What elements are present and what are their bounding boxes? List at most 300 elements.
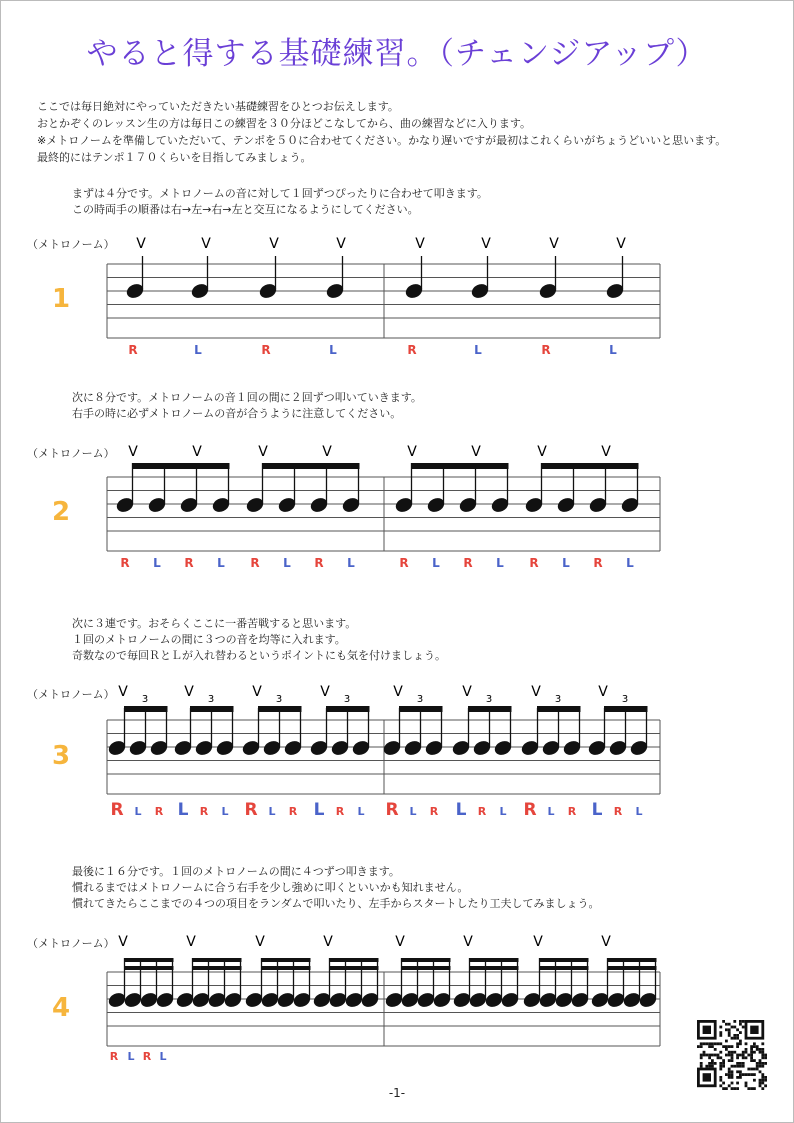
sticking-label: L [268, 805, 276, 818]
qr-module [761, 1048, 764, 1051]
sticking-label: L [177, 800, 189, 820]
qr-module [750, 1048, 753, 1051]
metronome-beat-mark: V [531, 684, 541, 700]
qr-module [761, 1076, 764, 1079]
beam [607, 958, 657, 962]
qr-module [722, 1059, 725, 1062]
sticking-label: L [357, 805, 365, 818]
qr-module [728, 1034, 731, 1037]
sticking-label: L [221, 805, 229, 818]
qr-module [731, 1082, 734, 1085]
qr-module [736, 1056, 739, 1059]
beam [539, 958, 589, 962]
metronome-beat-mark: V [471, 444, 481, 460]
triplet-mark: 3 [207, 694, 215, 705]
sticking-label: R [288, 805, 298, 818]
qr-module [742, 1054, 745, 1057]
sticking-label: L [194, 343, 202, 357]
qr-module [742, 1051, 745, 1054]
qr-module [725, 1054, 728, 1057]
metronome-beat-mark: V [395, 934, 405, 950]
description-line: 次に３連です。おそらくここに一番苦戦すると思います。 [72, 617, 357, 630]
qr-module [731, 1051, 734, 1054]
qr-module [731, 1026, 734, 1029]
qr-module [700, 1065, 703, 1068]
description-line: 慣れてきたらここまでの４つの項目をランダムで叩いたり、左手からスタートしたり工夫してみましょう。 [72, 897, 600, 910]
sticking-label: R [184, 556, 194, 570]
beam [539, 966, 589, 970]
qr-module [719, 1051, 722, 1054]
qr-module [753, 1042, 756, 1045]
qr-module [722, 1065, 725, 1068]
qr-module [733, 1026, 736, 1029]
qr-module [733, 1051, 736, 1054]
qr-module [759, 1065, 762, 1068]
qr-module [733, 1020, 736, 1023]
metronome-label: （メトロノーム） [27, 238, 115, 251]
qr-module [761, 1054, 764, 1057]
qr-module [745, 1048, 748, 1051]
intro-line: おとかぞくのレッスン生の方は毎日この練習を３０分ほどこなしてから、曲の練習などに入ります。 [37, 117, 532, 130]
qr-module [756, 1045, 759, 1048]
qr-module [761, 1073, 764, 1076]
metronome-beat-mark: V [616, 236, 626, 252]
qr-module [728, 1059, 731, 1062]
sticking-label: R [477, 805, 487, 818]
qr-module [753, 1051, 756, 1054]
beam [329, 958, 379, 962]
qr-module [731, 1045, 734, 1048]
beam [124, 966, 174, 970]
metronome-beat-mark: V [533, 934, 543, 950]
qr-module [705, 1065, 708, 1068]
sticking-label: L [432, 556, 440, 570]
beam [401, 958, 451, 962]
sticking-label: R [109, 1050, 119, 1063]
sticking-label: L [153, 556, 161, 570]
metronome-beat-mark: V [269, 236, 279, 252]
sticking-label: L [329, 343, 337, 357]
qr-module [700, 1056, 703, 1059]
triplet-mark: 3 [343, 694, 351, 705]
qr-module [736, 1037, 739, 1040]
qr-module [736, 1034, 739, 1037]
qr-module [739, 1076, 742, 1079]
qr-module [764, 1079, 767, 1082]
metronome-beat-mark: V [393, 684, 403, 700]
sticking-label: R [567, 805, 577, 818]
qr-module [725, 1073, 728, 1076]
qr-module [719, 1034, 722, 1037]
qr-module [761, 1056, 764, 1059]
qr-module [761, 1051, 764, 1054]
qr-module [736, 1070, 739, 1073]
qr-module [764, 1054, 767, 1057]
qr-module [711, 1045, 714, 1048]
qr-module [745, 1056, 748, 1059]
exercise-number: 2 [52, 497, 71, 527]
qr-module [708, 1054, 711, 1057]
qr-module [736, 1082, 739, 1085]
qr-module [739, 1065, 742, 1068]
beam [192, 966, 242, 970]
qr-module [711, 1059, 714, 1062]
metronome-beat-mark: V [462, 684, 472, 700]
sticking-label: R [541, 343, 551, 357]
qr-module [745, 1082, 748, 1085]
sticking-label: L [562, 556, 570, 570]
metronome-beat-mark: V [320, 684, 330, 700]
sticking-label: L [455, 800, 467, 820]
metronome-label: （メトロノーム） [27, 937, 115, 950]
qr-module [728, 1028, 731, 1031]
sticking-label: R [407, 343, 417, 357]
sticking-label: R [593, 556, 603, 570]
metronome-beat-mark: V [415, 236, 425, 252]
qr-module [725, 1040, 728, 1043]
metronome-beat-mark: V [118, 934, 128, 950]
qr-module [750, 1054, 753, 1057]
qr-module [759, 1082, 762, 1085]
page-title: やると得する基礎練習。（チェンジアップ） [86, 36, 708, 72]
metronome-beat-mark: V [186, 934, 196, 950]
qr-module [728, 1070, 731, 1073]
qr-module [759, 1079, 762, 1082]
qr-module [736, 1062, 739, 1065]
metronome-beat-mark: V [601, 934, 611, 950]
triplet-mark: 3 [275, 694, 283, 705]
sticking-label: R [154, 805, 164, 818]
sticking-label: L [547, 805, 555, 818]
qr-module [719, 1042, 722, 1045]
triplet-mark: 3 [621, 694, 629, 705]
qr-module [753, 1079, 756, 1082]
qr-module [750, 1073, 753, 1076]
metronome-beat-mark: V [463, 934, 473, 950]
metronome-beat-mark: V [128, 444, 138, 460]
beam [261, 958, 311, 962]
qr-module [728, 1051, 731, 1054]
qr-module [736, 1042, 739, 1045]
sticking-label: R [261, 343, 271, 357]
beam [469, 958, 519, 962]
qr-module [708, 1065, 711, 1068]
qr-module [697, 1045, 700, 1048]
sticking-label: R [250, 556, 260, 570]
qr-module [711, 1042, 714, 1045]
metronome-beat-mark: V [252, 684, 262, 700]
sticking-label: R [429, 805, 439, 818]
metronome-beat-mark: V [549, 236, 559, 252]
description-line: 最後に１６分です。１回のメトロノームの間に４つずつ叩きます。 [72, 865, 400, 878]
qr-module [733, 1034, 736, 1037]
qr-module [728, 1054, 731, 1057]
qr-module [747, 1068, 750, 1071]
metronome-beat-mark: V [601, 444, 611, 460]
sticking-label: L [409, 805, 417, 818]
sticking-label: L [474, 343, 482, 357]
triplet-mark: 3 [554, 694, 562, 705]
qr-module [736, 1028, 739, 1031]
qr-module [731, 1056, 734, 1059]
triplet-mark: 3 [416, 694, 424, 705]
qr-module [728, 1073, 731, 1076]
sticking-label: R [385, 800, 399, 820]
qr-module [739, 1023, 742, 1026]
metronome-beat-mark: V [323, 934, 333, 950]
qr-module [731, 1076, 734, 1079]
qr-module [736, 1045, 739, 1048]
sticking-label: L [609, 343, 617, 357]
qr-module [731, 1059, 734, 1062]
qr-module [700, 1042, 703, 1045]
metronome-beat-mark: V [184, 684, 194, 700]
page-number: -1- [388, 1086, 406, 1100]
qr-code [697, 1020, 767, 1090]
qr-module [705, 1054, 708, 1057]
qr-module [742, 1062, 745, 1065]
sticking-label: L [347, 556, 355, 570]
metronome-beat-mark: V [118, 684, 128, 700]
sticking-label: L [217, 556, 225, 570]
qr-module [761, 1062, 764, 1065]
qr-module [722, 1045, 725, 1048]
sticking-label: L [626, 556, 634, 570]
qr-module [728, 1031, 731, 1034]
sticking-label: R [110, 800, 124, 820]
sticking-label: R [529, 556, 539, 570]
sticking-label: R [142, 1050, 152, 1063]
qr-module [742, 1073, 745, 1076]
intro-line: 最終的にはテンポ１７０くらいを目指してみましょう。 [37, 151, 312, 164]
qr-module [700, 1045, 703, 1048]
sticking-label: R [613, 805, 623, 818]
metronome-beat-mark: V [537, 444, 547, 460]
metronome-beat-mark: V [322, 444, 332, 460]
qr-module [745, 1073, 748, 1076]
qr-module [731, 1054, 734, 1057]
qr-module [728, 1045, 731, 1048]
qr-module [711, 1065, 714, 1068]
qr-module [719, 1056, 722, 1059]
metronome-beat-mark: V [336, 236, 346, 252]
qr-module [753, 1068, 756, 1071]
sticking-label: R [128, 343, 138, 357]
qr-module [745, 1051, 748, 1054]
qr-module [759, 1048, 762, 1051]
qr-module [756, 1068, 759, 1071]
qr-module [714, 1054, 717, 1057]
beam [607, 966, 657, 970]
qr-module [703, 1051, 706, 1054]
qr-module [708, 1042, 711, 1045]
qr-module [719, 1026, 722, 1029]
qr-module [761, 1065, 764, 1068]
triplet-mark: 3 [141, 694, 149, 705]
qr-module [756, 1062, 759, 1065]
qr-module [725, 1028, 728, 1031]
qr-module [731, 1065, 734, 1068]
qr-module [761, 1042, 764, 1045]
qr-module [725, 1045, 728, 1048]
qr-module [759, 1070, 762, 1073]
qr-module [750, 1068, 753, 1071]
metronome-label: （メトロノーム） [27, 688, 115, 701]
qr-module [705, 1042, 708, 1045]
metronome-beat-mark: V [407, 444, 417, 460]
qr-module [722, 1062, 725, 1065]
qr-module [759, 1059, 762, 1062]
description-line: １回のメトロノームの間に３つの音を均等に入れます。 [72, 633, 346, 646]
qr-module [742, 1020, 745, 1023]
qr-module [722, 1082, 725, 1085]
qr-module [719, 1076, 722, 1079]
qr-module [719, 1079, 722, 1082]
metronome-beat-mark: V [136, 236, 146, 252]
qr-module [714, 1042, 717, 1045]
sticking-label: L [499, 805, 507, 818]
qr-module [753, 1045, 756, 1048]
qr-module [728, 1023, 731, 1026]
qr-module [742, 1056, 745, 1059]
qr-module [722, 1020, 725, 1023]
qr-module [711, 1062, 714, 1065]
qr-module [761, 1082, 764, 1085]
qr-finder [750, 1026, 758, 1034]
exercise-number: 1 [52, 284, 71, 314]
triplet-mark: 3 [485, 694, 493, 705]
beam [401, 966, 451, 970]
qr-module [731, 1037, 734, 1040]
qr-module [714, 1048, 717, 1051]
qr-module [714, 1062, 717, 1065]
metronome-label: （メトロノーム） [27, 447, 115, 460]
beam [469, 966, 519, 970]
qr-module [708, 1045, 711, 1048]
metronome-beat-mark: V [192, 444, 202, 460]
qr-module [703, 1054, 706, 1057]
sticking-label: R [335, 805, 345, 818]
sticking-label: L [283, 556, 291, 570]
sticking-label: R [463, 556, 473, 570]
qr-module [747, 1073, 750, 1076]
description-line: 慣れるまではメトロノームに合う右手を少し強めに叩くといいかも知れません。 [72, 881, 469, 894]
qr-finder [703, 1073, 711, 1081]
qr-module [719, 1068, 722, 1071]
qr-module [703, 1042, 706, 1045]
qr-module [700, 1054, 703, 1057]
qr-module [739, 1020, 742, 1023]
qr-module [764, 1076, 767, 1079]
qr-module [750, 1045, 753, 1048]
sticking-label: R [199, 805, 209, 818]
qr-module [733, 1065, 736, 1068]
qr-module [717, 1042, 720, 1045]
qr-module [731, 1073, 734, 1076]
sticking-label: L [635, 805, 643, 818]
beam [329, 966, 379, 970]
qr-module [736, 1076, 739, 1079]
qr-module [764, 1056, 767, 1059]
qr-module [764, 1062, 767, 1065]
intro-line: ※メトロノームを準備していただいて、テンポを５０に合わせてください。かなり遅いですが最初はこれくらいがちょうどいいと思います。 [37, 134, 727, 147]
qr-module [759, 1051, 762, 1054]
qr-module [739, 1031, 742, 1034]
qr-module [745, 1042, 748, 1045]
qr-module [739, 1054, 742, 1057]
sticking-label: L [591, 800, 603, 820]
qr-module [725, 1048, 728, 1051]
beam [261, 966, 311, 970]
sticking-label: R [399, 556, 409, 570]
qr-module [739, 1070, 742, 1073]
metronome-beat-mark: V [255, 934, 265, 950]
qr-module [736, 1065, 739, 1068]
qr-module [719, 1031, 722, 1034]
qr-module [756, 1048, 759, 1051]
sticking-label: L [159, 1050, 167, 1063]
qr-module [742, 1065, 745, 1068]
qr-module [750, 1051, 753, 1054]
qr-module [739, 1042, 742, 1045]
qr-module [739, 1062, 742, 1065]
qr-module [717, 1054, 720, 1057]
qr-module [750, 1059, 753, 1062]
intro-line: ここでは毎日絶対にやっていただきたい基礎練習をひとつお伝えします。 [37, 100, 399, 113]
sticking-label: L [496, 556, 504, 570]
qr-module [739, 1040, 742, 1043]
exercise-number: 4 [52, 993, 71, 1023]
beam [124, 958, 174, 962]
description-line: 奇数なので毎回ＲとＬが入れ替わるというポイントにも気を付けましょう。 [72, 649, 446, 662]
qr-module [756, 1065, 759, 1068]
qr-module [708, 1062, 711, 1065]
qr-module [728, 1076, 731, 1079]
qr-module [750, 1056, 753, 1059]
sticking-label: R [314, 556, 324, 570]
qr-module [761, 1079, 764, 1082]
qr-module [753, 1059, 756, 1062]
sticking-label: L [313, 800, 325, 820]
qr-module [711, 1054, 714, 1057]
qr-module [742, 1026, 745, 1029]
sticking-label: R [120, 556, 130, 570]
qr-module [700, 1062, 703, 1065]
qr-module [759, 1062, 762, 1065]
qr-module [733, 1037, 736, 1040]
qr-module [736, 1054, 739, 1057]
qr-module [731, 1070, 734, 1073]
exercise-number: 3 [52, 741, 71, 771]
qr-module [725, 1023, 728, 1026]
qr-module [719, 1065, 722, 1068]
qr-module [708, 1056, 711, 1059]
qr-module [728, 1068, 731, 1071]
sticking-label: R [244, 800, 258, 820]
sticking-label: L [127, 1050, 135, 1063]
metronome-beat-mark: V [481, 236, 491, 252]
qr-module [747, 1054, 750, 1057]
qr-module [719, 1062, 722, 1065]
metronome-beat-mark: V [598, 684, 608, 700]
metronome-beat-mark: V [201, 236, 211, 252]
description-line: 次に８分です。メトロノームの音１回の間に２回ずつ叩いていきます。 [72, 391, 422, 404]
description-line: まずは４分です。メトロノームの音に対して１回ずつぴったりに合わせて叩きます。 [72, 187, 488, 200]
qr-module [753, 1073, 756, 1076]
qr-module [739, 1073, 742, 1076]
metronome-beat-mark: V [258, 444, 268, 460]
sticking-label: R [523, 800, 537, 820]
